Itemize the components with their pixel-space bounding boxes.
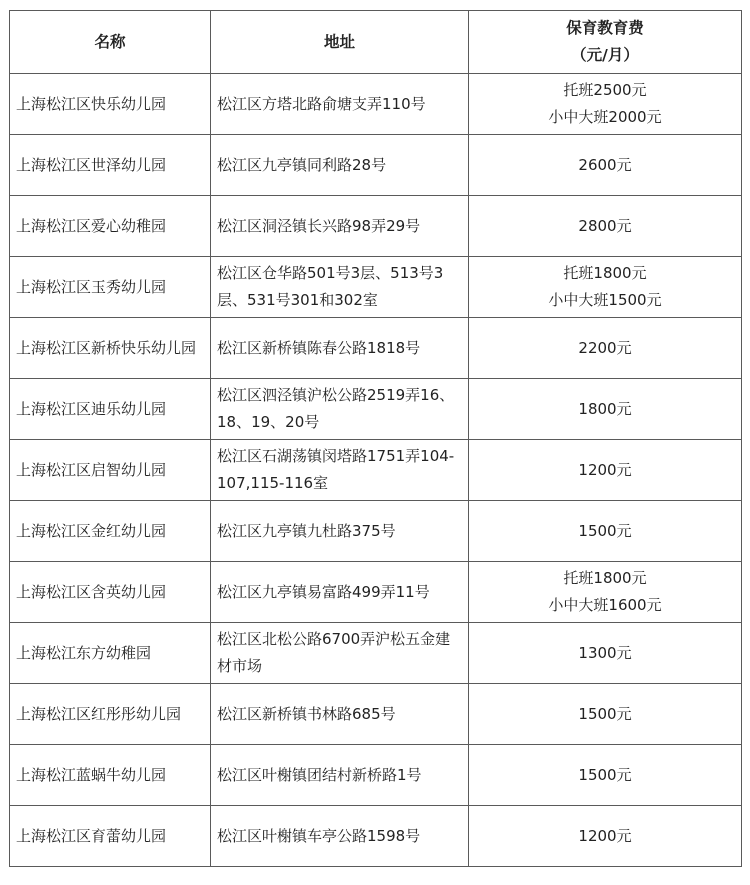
kindergarten-address: 松江区北松公路6700弄沪松五金建材市场	[211, 623, 469, 684]
kindergarten-name: 上海松江东方幼稚园	[10, 623, 211, 684]
kindergarten-fee	[469, 135, 742, 196]
kindergarten-address: 松江区叶榭镇车亭公路1598号	[211, 806, 469, 867]
kindergarten-address: 松江区九亭镇同利路28号	[211, 135, 469, 196]
kindergarten-fee	[469, 806, 742, 867]
table-row	[10, 684, 742, 745]
fee-line: 1200元	[578, 826, 632, 845]
fee-line: 2800元	[578, 216, 632, 235]
table-row	[10, 806, 742, 867]
fee-line: 1500元	[578, 521, 632, 540]
kindergarten-address: 松江区石湖荡镇闵塔路1751弄104-107,115-116室	[211, 440, 469, 501]
kindergarten-address: 松江区洞泾镇长兴路98弄29号	[211, 196, 469, 257]
kindergarten-fee	[469, 318, 742, 379]
kindergarten-name: 上海松江区爱心幼稚园	[10, 196, 211, 257]
header-fee	[469, 11, 742, 74]
fee-line: 1800元	[578, 399, 632, 418]
fee-line: 小中大班1500元	[548, 291, 662, 309]
header-address: 地址	[211, 11, 469, 74]
kindergarten-fee	[469, 623, 742, 684]
header-name: 名称	[10, 11, 211, 74]
kindergarten-address: 松江区新桥镇陈春公路1818号	[211, 318, 469, 379]
kindergarten-address: 松江区叶榭镇团结村新桥路1号	[211, 745, 469, 806]
kindergarten-address: 松江区九亭镇易富路499弄11号	[211, 562, 469, 623]
fee-line: 1300元	[578, 643, 632, 662]
kindergarten-fee	[469, 74, 742, 135]
kindergarten-name: 上海松江区玉秀幼儿园	[10, 257, 211, 318]
kindergarten-address: 松江区仓华路501号3层、513号3层、531号301和302室	[211, 257, 469, 318]
kindergarten-address: 松江区方塔北路俞塘支弄110号	[211, 74, 469, 135]
table-row	[10, 196, 742, 257]
fee-table-container	[9, 10, 742, 867]
table-row	[10, 623, 742, 684]
fee-line: 托班2500元	[563, 81, 647, 99]
kindergarten-fee	[469, 196, 742, 257]
kindergarten-name: 上海松江区世泽幼儿园	[10, 135, 211, 196]
table-row	[10, 318, 742, 379]
table-row	[10, 562, 742, 623]
fee-line: 1500元	[578, 765, 632, 784]
kindergarten-address: 松江区九亭镇九杜路375号	[211, 501, 469, 562]
table-header-row	[10, 11, 742, 74]
table-row	[10, 74, 742, 135]
header-fee-line2: （元/月）	[571, 46, 639, 64]
header-fee-line1: 保育教育费	[566, 19, 644, 37]
kindergarten-fee	[469, 379, 742, 440]
kindergarten-fee	[469, 562, 742, 623]
kindergarten-fee	[469, 440, 742, 501]
fee-line: 小中大班2000元	[548, 108, 662, 126]
kindergarten-fee	[469, 257, 742, 318]
kindergarten-address: 松江区泗泾镇沪松公路2519弄16、18、19、20号	[211, 379, 469, 440]
fee-line: 2600元	[578, 155, 632, 174]
kindergarten-fee	[469, 745, 742, 806]
kindergarten-name: 上海松江区金红幼儿园	[10, 501, 211, 562]
table-body	[10, 74, 742, 867]
kindergarten-fee	[469, 684, 742, 745]
kindergarten-address: 松江区新桥镇书林路685号	[211, 684, 469, 745]
kindergarten-name: 上海松江区迪乐幼儿园	[10, 379, 211, 440]
kindergarten-name: 上海松江区新桥快乐幼儿园	[10, 318, 211, 379]
table-row	[10, 379, 742, 440]
kindergarten-name: 上海松江区育蕾幼儿园	[10, 806, 211, 867]
fee-line: 1500元	[578, 704, 632, 723]
fee-line: 2200元	[578, 338, 632, 357]
table-row	[10, 501, 742, 562]
fee-line: 小中大班1600元	[548, 596, 662, 614]
kindergarten-name: 上海松江区红彤彤幼儿园	[10, 684, 211, 745]
table-row	[10, 745, 742, 806]
kindergarten-name: 上海松江蓝蜗牛幼儿园	[10, 745, 211, 806]
table-row	[10, 440, 742, 501]
table-row	[10, 257, 742, 318]
table-row	[10, 135, 742, 196]
kindergarten-name: 上海松江区快乐幼儿园	[10, 74, 211, 135]
kindergarten-fee-table	[9, 10, 742, 867]
fee-line: 1200元	[578, 460, 632, 479]
fee-line: 托班1800元	[563, 569, 647, 587]
kindergarten-name: 上海松江区含英幼儿园	[10, 562, 211, 623]
kindergarten-fee	[469, 501, 742, 562]
fee-line: 托班1800元	[563, 264, 647, 282]
kindergarten-name: 上海松江区启智幼儿园	[10, 440, 211, 501]
